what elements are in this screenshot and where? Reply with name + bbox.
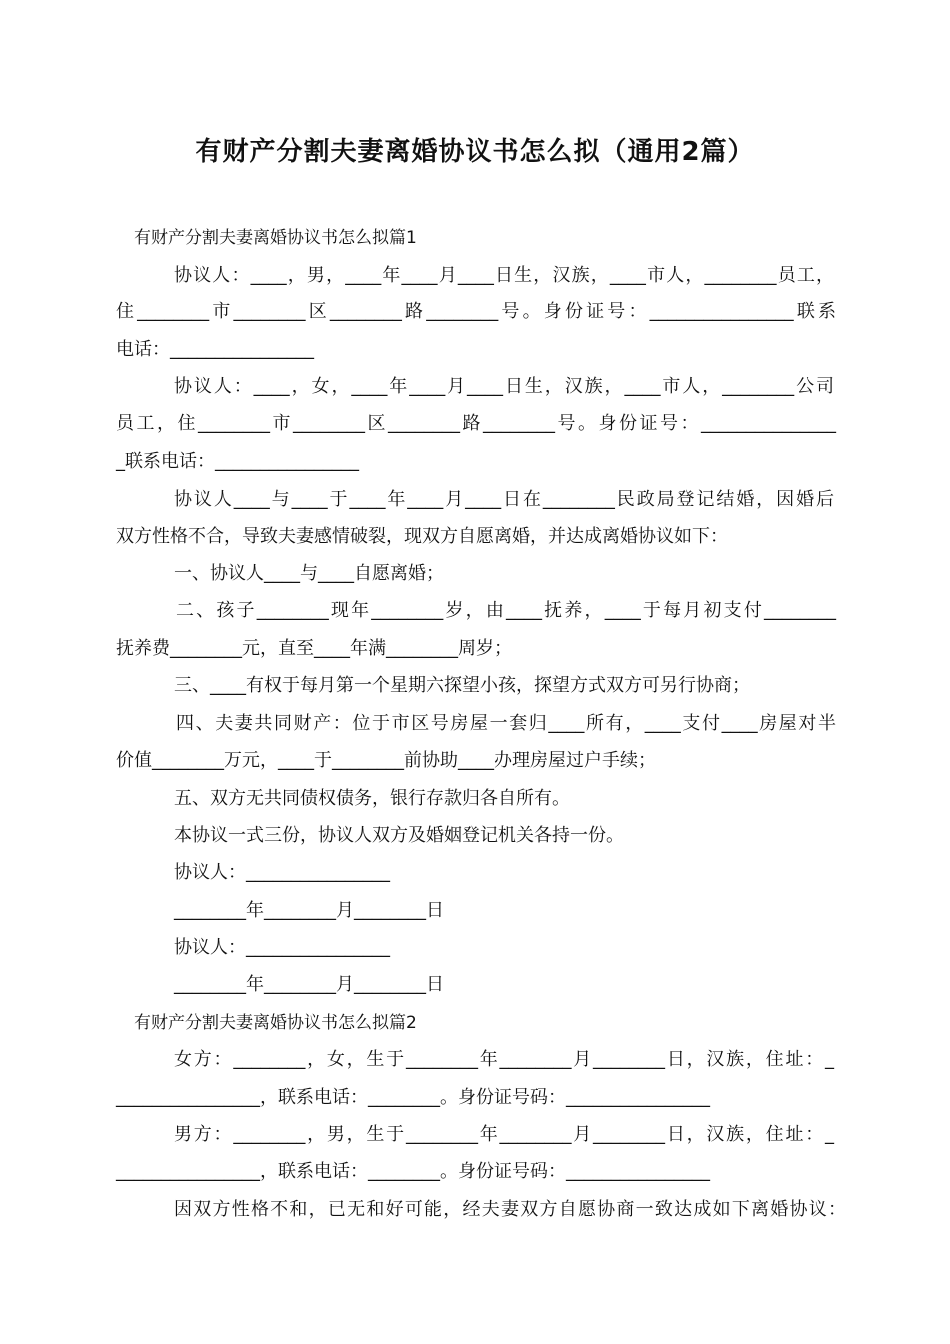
paragraph-line: 女方：________，女，生于________年________月________日，汉族，住址：_ bbox=[174, 1049, 834, 1070]
paragraph-line: 双方性格不合，导致夫妻感情破裂，现双方自愿离婚，并达成离婚协议如下： bbox=[116, 526, 728, 547]
clause-line: 一、协议人____与____自愿离婚； bbox=[174, 563, 444, 584]
paragraph-line: 电话：________________ bbox=[116, 339, 314, 360]
paragraph-line: 男方：________，男，生于________年________月________日，汉族，住址：_ bbox=[174, 1124, 834, 1145]
signature-line: 协议人：________________ bbox=[174, 937, 390, 958]
paragraph-line: 协议人：____，女，____年____月____日生，汉族，____市人，________公司 bbox=[174, 376, 834, 397]
clause-line: 抚养费________元，直至____年满________周岁； bbox=[116, 638, 512, 659]
paragraph-line: 住________市________区________路________号。身份证号：________________联系 bbox=[116, 301, 836, 322]
section-heading-1: 有财产分割夫妻离婚协议书怎么拟篇1 bbox=[134, 228, 417, 248]
paragraph-line: ________________，联系电话：________。身份证号码：________________ bbox=[116, 1161, 710, 1182]
paragraph-line: 本协议一式三份，协议人双方及婚姻登记机关各持一份。 bbox=[174, 825, 624, 846]
document-title: 有财产分割夫妻离婚协议书怎么拟（通用2篇） bbox=[195, 137, 755, 167]
clause-line: 四、夫妻共同财产：位于市区号房屋一套归____所有，____支付____房屋对半 bbox=[176, 713, 836, 734]
paragraph-line: 员工，住________市________区________路________号。身份证号：_______________ bbox=[116, 413, 836, 434]
paragraph-line: 协议人：____，男，____年____月____日生，汉族，____市人，________员工， bbox=[174, 265, 834, 286]
clause-line: 价值________万元，____于________前协助____办理房屋过户手续； bbox=[116, 750, 656, 771]
paragraph-line: 因双方性格不和，已无和好可能，经夫妻双方自愿协商一致达成如下离婚协议： bbox=[174, 1199, 846, 1220]
section-heading-2: 有财产分割夫妻离婚协议书怎么拟篇2 bbox=[134, 1013, 417, 1033]
clause-line: 二、孩子________现年________岁，由____抚养，____于每月初支付________ bbox=[176, 600, 836, 621]
paragraph-line: _联系电话：________________ bbox=[116, 451, 359, 472]
date-line: ________年________月________日 bbox=[174, 974, 444, 995]
clause-line: 三、____有权于每月第一个星期六探望小孩，探望方式双方可另行协商； bbox=[174, 675, 750, 696]
paragraph-line: 协议人____与____于____年____月____日在________民政局登记结婚，因婚后 bbox=[174, 489, 834, 510]
paragraph-line: ________________，联系电话：________。身份证号码：________________ bbox=[116, 1087, 710, 1108]
clause-line: 五、双方无共同债权债务，银行存款归各自所有。 bbox=[174, 788, 570, 809]
signature-line: 协议人：________________ bbox=[174, 862, 390, 883]
date-line: ________年________月________日 bbox=[174, 900, 444, 921]
